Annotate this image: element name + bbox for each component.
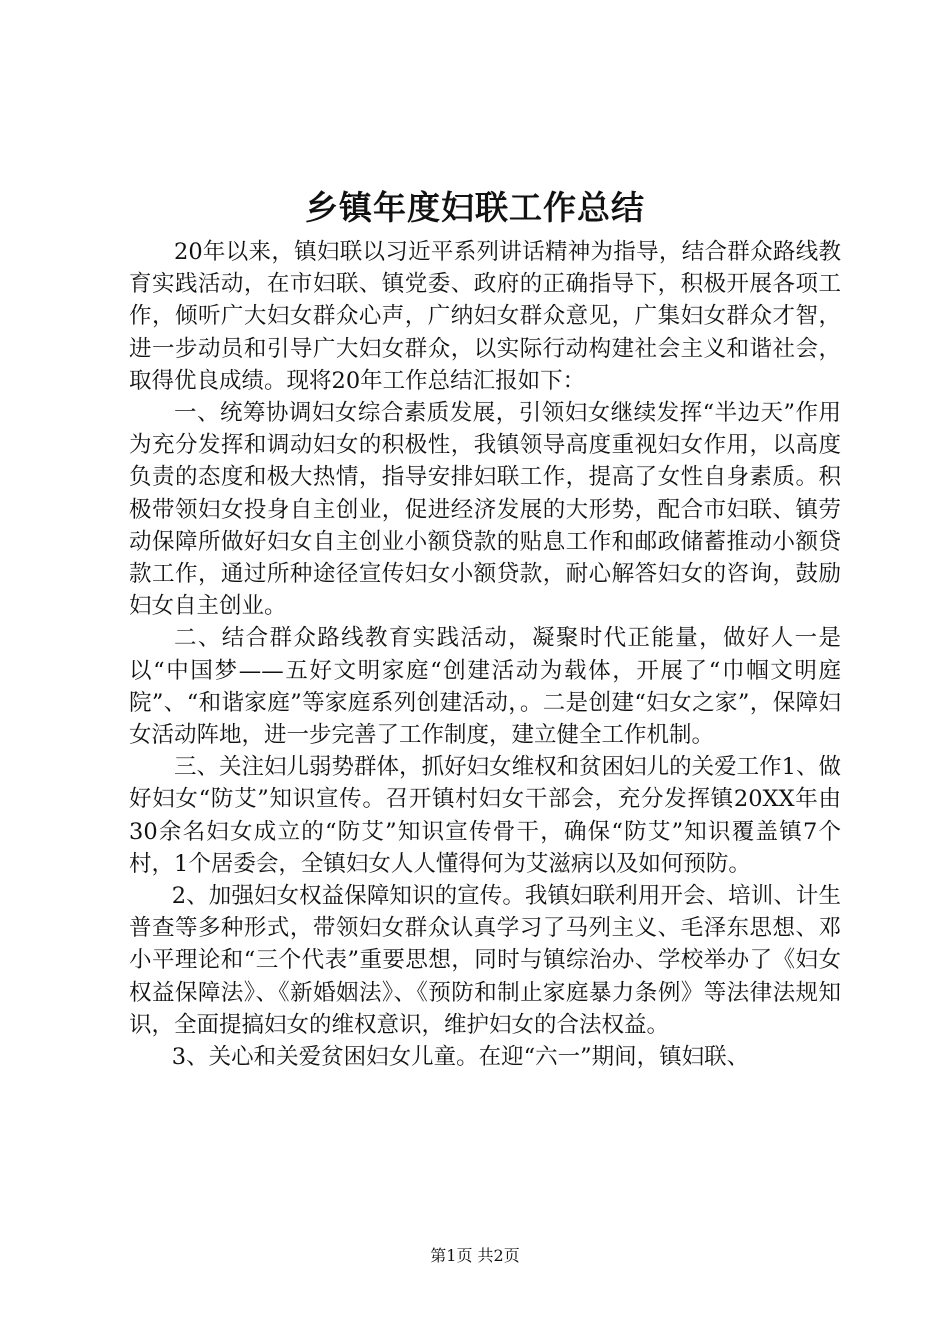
paragraph-section-3: 三、关注妇儿弱势群体，抓好妇女维权和贫困妇儿的关爱工作1、做好妇女“防艾”知识宣传。召开镇村妇女干部会，充分发挥镇20XX年由30余名妇女成立的“防艾”知识宣传骨干，确保“防艾”知识覆盖镇7个村，1个居委会，全镇妇女人人懂得何为艾滋病以及如何预防。	[129, 754, 841, 877]
document-title: 乡镇年度妇联工作总结	[305, 188, 645, 227]
document-body	[129, 236, 841, 1073]
paragraph-item-2: 2、加强妇女权益保障知识的宣传。我镇妇联利用开会、培训、计生普查等多种形式，带领妇女群众认真学习了马列主义、毛泽东思想、邓小平理论和“三个代表”重要思想，同时与镇综治办、学校举办了《妇女权益保障法》、《新婚姻法》、《预防和制止家庭暴力条例》等法律法规知识，全面提搞妇女的维权意识，维护妇女的合法权益。	[129, 883, 841, 1038]
paragraph-section-1: 一、统筹协调妇女综合素质发展，引领妇女继续发挥“半边天”作用为充分发挥和调动妇女的积极性，我镇领导高度重视妇女作用，以高度负责的态度和极大热情，指导安排妇联工作，提高了女性自身素质。积极带领妇女投身自主创业，促进经济发展的大形势，配合市妇联、镇劳动保障所做好妇女自主创业小额贷款的贴息工作和邮政储蓄推动小额贷款工作，通过所种途径宣传妇女小额贷款，耐心解答妇女的咨询，鼓励妇女自主创业。	[129, 400, 841, 620]
paragraph-item-3: 3、关心和关爱贫困妇女儿童。在迎“六一”期间，镇妇联、	[171, 1044, 750, 1071]
page-number-footer: 第1页 共2页	[430, 1246, 520, 1265]
paragraph-section-2: 二、结合群众路线教育实践活动，凝聚时代正能量，做好人一是以“中国梦——五好文明家庭“创建活动为载体，开展了“巾帼文明庭院”、“和谐家庭”等家庭系列创建活动，。二是创建“妇女之家”，保障妇女活动阵地，进一步完善了工作制度，建立健全工作机制。	[129, 625, 841, 749]
paragraph-intro: 20年以来，镇妇联以习近平系列讲话精神为指导，结合群众路线教育实践活动，在市妇联、镇党委、政府的正确指导下，积极开展各项工作，倾听广大妇女群众心声，广纳妇女群众意见，广集妇女群众才智，进一步动员和引导广大妇女群众，以实际行动构建社会主义和谐社会，取得优良成绩。现将20年工作总结汇报如下：	[129, 239, 841, 394]
